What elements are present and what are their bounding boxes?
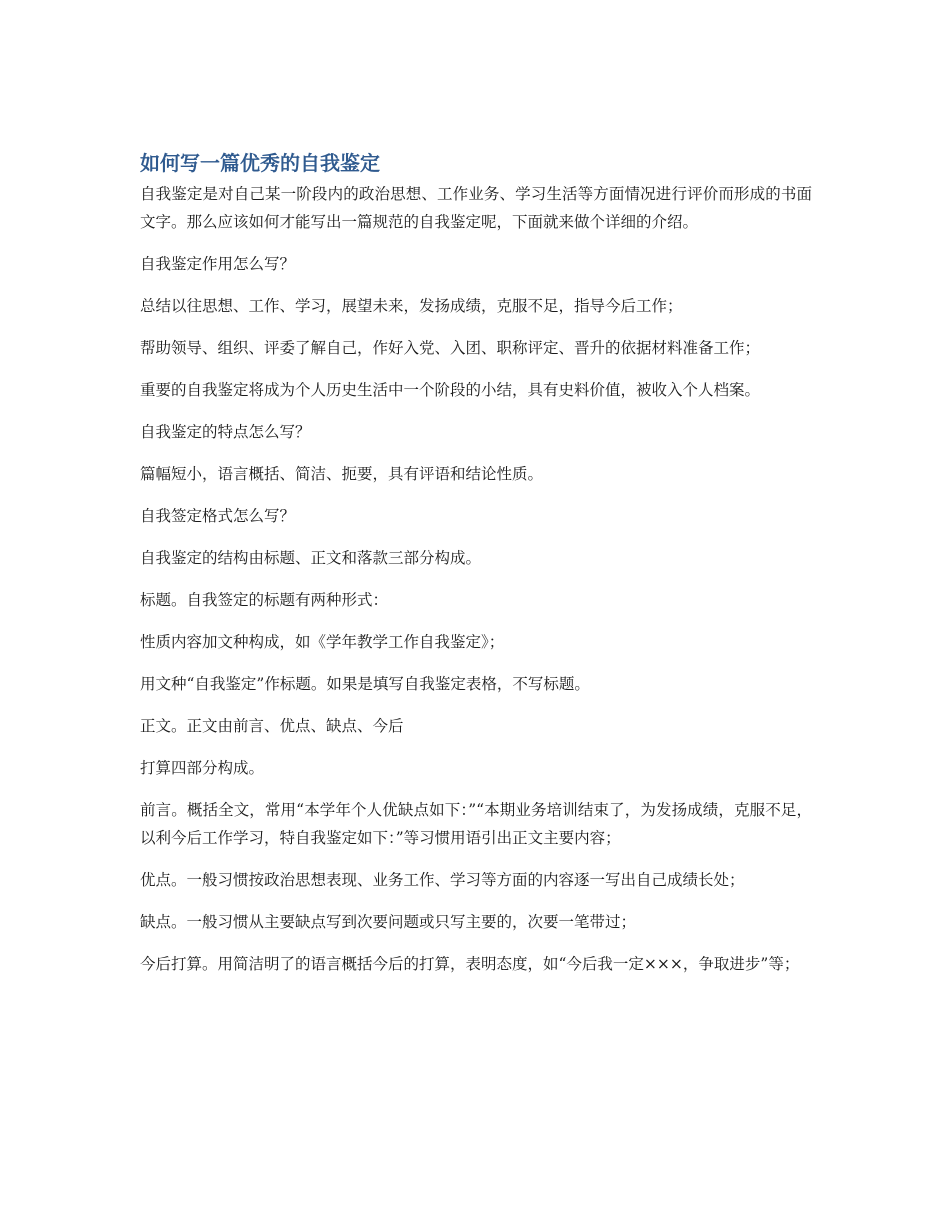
paragraph: 缺点。一般习惯从主要缺点写到次要问题或只写主要的，次要一笔带过； <box>140 913 637 931</box>
document-title: 如何写一篇优秀的自我鉴定 <box>140 151 380 175</box>
paragraph: 今后打算。用简洁明了的语言概括今后的打算，表明态度，如“今后我一定×××，争取进步”等； <box>140 955 800 973</box>
paragraph: 打算四部分构成。 <box>140 759 265 777</box>
paragraph: 总结以往思想、工作、学习，展望未来，发扬成绩，克服不足，指导今后工作； <box>140 297 683 315</box>
paragraph-heading-features: 自我鉴定的特点怎么写？ <box>140 423 311 441</box>
paragraph: 重要的自我鉴定将成为个人历史生活中一个阶段的小结，具有史料价值，被收入个人档案。 <box>140 381 761 399</box>
paragraph: 帮助领导、组织、评委了解自己，作好入党、入团、职称评定、晋升的依据材料准备工作； <box>140 339 761 357</box>
paragraph-heading-format: 自我签定格式怎么写？ <box>140 507 296 525</box>
paragraph: 篇幅短小，语言概括、简洁、扼要，具有评语和结论性质。 <box>140 465 544 483</box>
paragraph: 用文种“自我鉴定”作标题。如果是填写自我鉴定表格，不写标题。 <box>140 675 590 693</box>
paragraph: 正文。正文由前言、优点、缺点、今后 <box>140 717 404 735</box>
paragraph-heading-role: 自我鉴定作用怎么写？ <box>140 255 296 273</box>
document-page <box>140 148 812 978</box>
paragraph: 优点。一般习惯按政治思想表现、业务工作、学习等方面的内容逐一写出自己成绩长处； <box>140 871 745 889</box>
paragraph-intro: 自我鉴定是对自己某一阶段内的政治思想、工作业务、学习生活等方面情况进行评价而形成的书面文字。那么应该如何才能写出一篇规范的自我鉴定呢，下面就来做个详细的介绍。 <box>140 185 812 231</box>
paragraph: 前言。概括全文，常用“本学年个人优缺点如下：”“本期业务培训结束了，为发扬成绩，克服不足，以利今后工作学习，特自我鉴定如下：”等习惯用语引出正文主要内容； <box>140 801 812 847</box>
paragraph: 自我鉴定的结构由标题、正文和落款三部分构成。 <box>140 549 482 567</box>
paragraph: 性质内容加文种构成，如《学年教学工作自我鉴定》； <box>140 633 505 651</box>
paragraph: 标题。自我签定的标题有两种形式： <box>140 591 389 609</box>
